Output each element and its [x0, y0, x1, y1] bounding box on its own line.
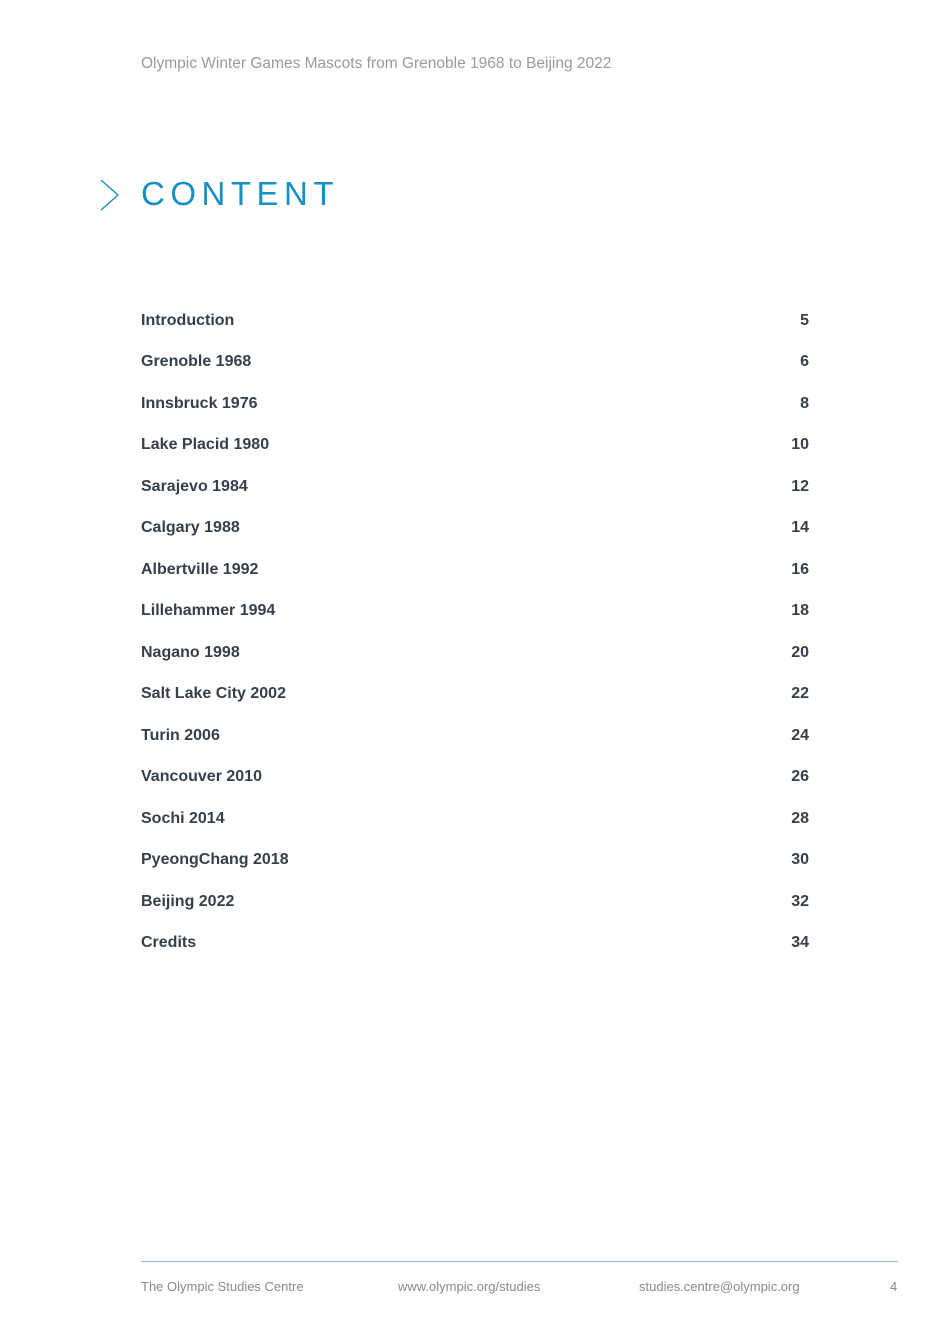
toc-entry-sarajevo-1984[interactable] [141, 466, 809, 508]
toc-entry-vancouver-2010[interactable] [141, 757, 809, 799]
footer-divider [141, 1261, 898, 1262]
toc-entry-page: 24 [791, 726, 809, 744]
toc-entry-label: PyeongChang 2018 [141, 851, 289, 869]
toc-entry-nagano-1998[interactable] [141, 632, 809, 674]
toc-entry-albertville-1992[interactable] [141, 549, 809, 591]
toc-entry-label: Lake Placid 1980 [141, 436, 270, 454]
toc-entry-label: Salt Lake City 2002 [141, 685, 286, 703]
toc-entry-page: 34 [791, 934, 809, 952]
footer-website-link[interactable]: www.olympic.org/studies [398, 1279, 541, 1294]
footer-email-link[interactable]: studies.centre@olympic.org [639, 1279, 800, 1294]
toc-entry-label: Sarajevo 1984 [141, 477, 248, 495]
toc-entry-label: Grenoble 1968 [141, 353, 252, 371]
toc-entry-label: Turin 2006 [141, 726, 220, 744]
toc-entry-page: 26 [791, 768, 809, 786]
toc-entry-label: Sochi 2014 [141, 809, 225, 827]
toc-entry-introduction[interactable] [141, 300, 809, 342]
toc-entry-beijing-2022[interactable] [141, 881, 809, 923]
toc-entry-credits[interactable] [141, 923, 809, 965]
toc-entry-page: 10 [791, 436, 809, 454]
toc-entry-salt-lake-city-2002[interactable] [141, 674, 809, 716]
footer-organization: The Olympic Studies Centre [141, 1279, 304, 1294]
toc-entry-label: Vancouver 2010 [141, 768, 262, 786]
toc-entry-sochi-2014[interactable] [141, 798, 809, 840]
toc-entry-page: 12 [791, 477, 809, 495]
toc-entry-page: 14 [791, 519, 809, 537]
toc-entry-lake-placid-1980[interactable] [141, 425, 809, 467]
toc-entry-label: Innsbruck 1976 [141, 394, 258, 412]
toc-entry-label: Credits [141, 934, 197, 952]
toc-entry-page: 5 [800, 311, 809, 329]
toc-entry-label: Calgary 1988 [141, 519, 240, 537]
title-chevron [98, 175, 122, 215]
toc-entry-turin-2006[interactable] [141, 715, 809, 757]
toc-entry-page: 32 [791, 892, 809, 910]
toc-entry-page: 16 [791, 560, 809, 578]
chevron-right-icon [98, 178, 122, 212]
toc-entry-innsbruck-1976[interactable] [141, 383, 809, 425]
toc-entry-label: Introduction [141, 311, 235, 329]
toc-entry-label: Beijing 2022 [141, 892, 235, 910]
toc-entry-pyeongchang-2018[interactable] [141, 840, 809, 882]
toc-entry-page: 30 [791, 851, 809, 869]
toc-entry-lillehammer-1994[interactable] [141, 591, 809, 633]
toc-entry-label: Lillehammer 1994 [141, 602, 276, 620]
toc-entry-page: 8 [800, 394, 809, 412]
table-of-contents [141, 300, 809, 964]
toc-entry-page: 6 [800, 353, 809, 371]
toc-entry-page: 18 [791, 602, 809, 620]
footer-page-number: 4 [890, 1279, 898, 1294]
running-header: Olympic Winter Games Mascots from Grenoble 1968 to Beijing 2022 [141, 55, 612, 72]
toc-entry-page: 22 [791, 685, 809, 703]
toc-entry-calgary-1988[interactable] [141, 508, 809, 550]
page-title: CONTENT [141, 175, 339, 212]
toc-entry-label: Nagano 1998 [141, 643, 240, 661]
toc-entry-label: Albertville 1992 [141, 560, 259, 578]
toc-entry-grenoble-1968[interactable] [141, 342, 809, 384]
toc-entry-page: 20 [791, 643, 809, 661]
toc-entry-page: 28 [791, 809, 809, 827]
